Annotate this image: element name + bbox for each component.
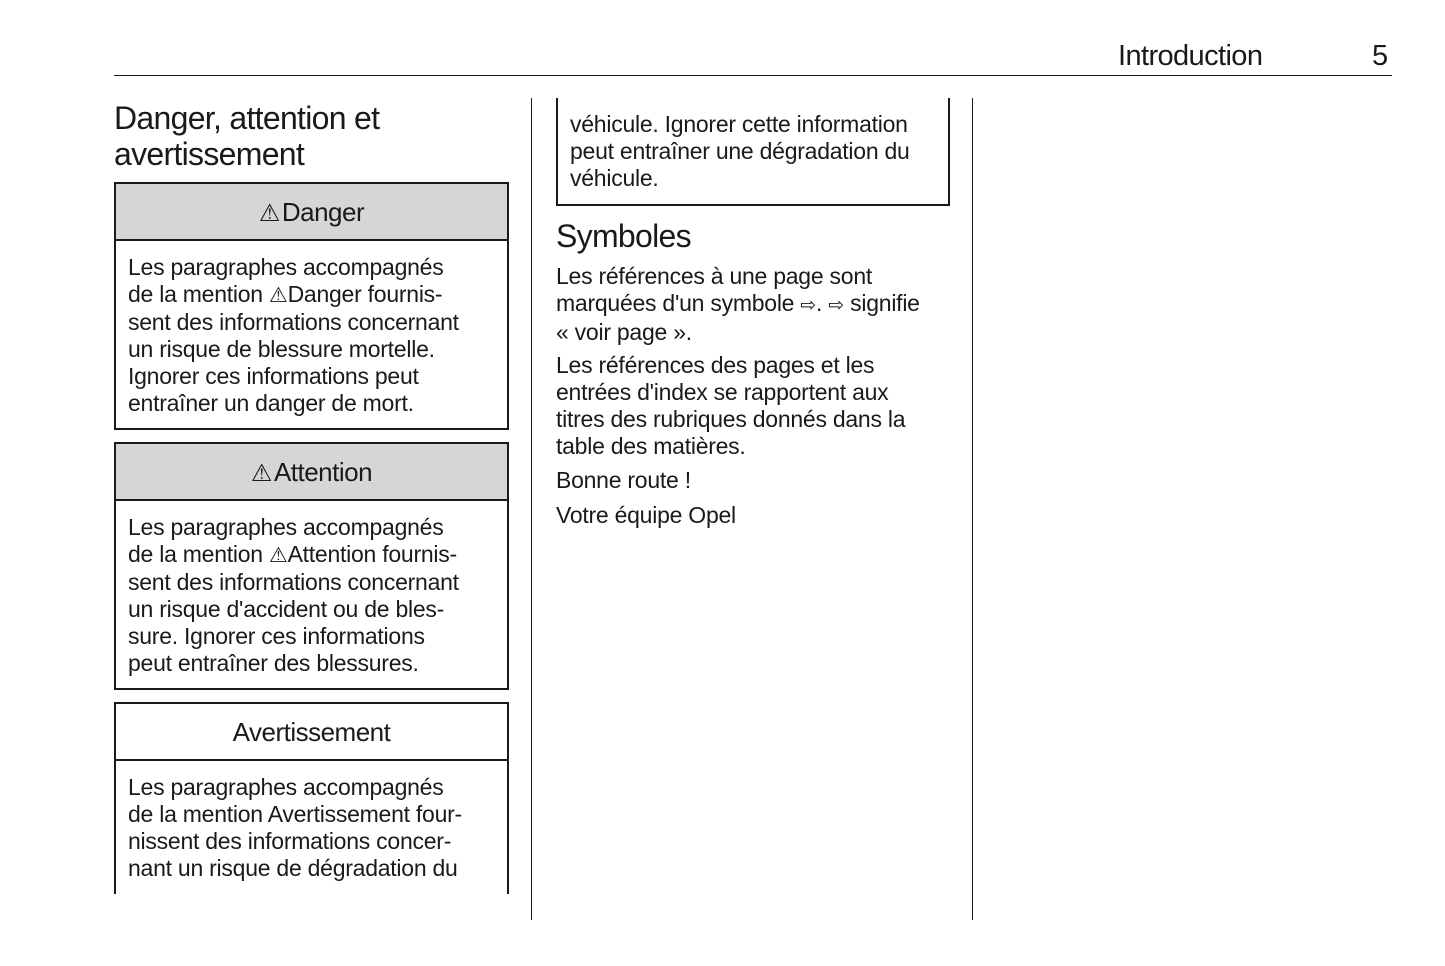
attention-heading-label: Attention bbox=[273, 457, 373, 487]
section-title: Danger, attention et avertissement bbox=[114, 100, 380, 172]
text-line: sent des informations concernant bbox=[128, 569, 459, 595]
text-fragment: marquées d'un symbole bbox=[556, 290, 801, 316]
text-line: entraîner un danger de mort. bbox=[128, 390, 414, 416]
page-reference-arrow-icon: ⇨ bbox=[800, 295, 817, 316]
symbols-paragraph-2 bbox=[556, 352, 966, 460]
avertissement-heading-label: Avertissement bbox=[232, 717, 391, 747]
text-line bbox=[128, 801, 495, 828]
text-fragment: fournis- bbox=[376, 541, 457, 567]
header-rule bbox=[114, 75, 1392, 76]
text-fragment: de la mention bbox=[128, 281, 269, 307]
text-line: titres des rubriques donnés dans la bbox=[556, 406, 906, 432]
column-divider-left bbox=[531, 98, 532, 920]
text-line: un risque d'accident ou de bles- bbox=[128, 596, 445, 622]
text-line bbox=[556, 290, 966, 319]
text-line: « voir page ». bbox=[556, 319, 692, 345]
text-line: entrées d'index se rapportent aux bbox=[556, 379, 889, 405]
text-line: nissent des informations concer- bbox=[128, 828, 452, 854]
symbols-paragraph-1 bbox=[556, 263, 966, 346]
text-line: peut entraîner des blessures. bbox=[128, 650, 419, 676]
running-header-title: Introduction bbox=[1118, 40, 1263, 72]
attention-notice-heading bbox=[116, 444, 507, 501]
column-divider-right bbox=[972, 98, 973, 920]
text-line: Ignorer ces informations peut bbox=[128, 363, 419, 389]
page-reference-arrow-icon: ⇨ bbox=[828, 295, 844, 316]
text-fragment: fournis- bbox=[361, 281, 443, 307]
text-line: véhicule. bbox=[570, 165, 659, 191]
text-line: sure. Ignorer ces informations bbox=[128, 623, 425, 649]
text-line: nant un risque de dégradation du bbox=[128, 855, 458, 881]
danger-notice-heading bbox=[116, 184, 507, 241]
attention-notice-text bbox=[116, 501, 507, 677]
text-fragment: four- bbox=[409, 801, 462, 827]
symbols-title: Symboles bbox=[556, 218, 691, 254]
closing-signature: Votre équipe Opel bbox=[556, 502, 736, 528]
closing-greeting: Bonne route ! bbox=[556, 467, 691, 493]
avertissement-notice-continued bbox=[556, 98, 950, 206]
warning-triangle-icon: ⚠ bbox=[268, 284, 288, 307]
text-line: Les paragraphes accompagnés bbox=[128, 514, 444, 540]
page-number: 5 bbox=[1372, 40, 1389, 72]
text-fragment: . bbox=[816, 290, 829, 316]
avertissement-notice-box bbox=[114, 702, 509, 894]
avertissement-notice-heading bbox=[116, 704, 507, 761]
text-line bbox=[128, 541, 495, 569]
text-line: Les paragraphes accompagnés bbox=[128, 254, 444, 280]
attention-notice-box bbox=[114, 442, 509, 690]
text-line: sent des informations concernant bbox=[128, 309, 459, 335]
text-fragment: signifie bbox=[843, 290, 920, 316]
danger-notice-box bbox=[114, 182, 509, 430]
text-fragment: de la mention bbox=[128, 801, 268, 827]
danger-term: Danger bbox=[287, 281, 362, 307]
danger-heading-label: Danger bbox=[281, 197, 365, 227]
text-line: Les références des pages et les bbox=[556, 352, 875, 378]
text-fragment: de la mention bbox=[128, 541, 269, 567]
warning-triangle-icon: ⚠ bbox=[250, 460, 272, 487]
warning-triangle-icon: ⚠ bbox=[258, 200, 280, 227]
text-line: Les paragraphes accompagnés bbox=[128, 774, 444, 800]
avertissement-term: Avertissement bbox=[267, 801, 410, 827]
text-line: table des matières. bbox=[556, 433, 746, 459]
text-line: véhicule. Ignorer cette information bbox=[570, 111, 908, 137]
text-line bbox=[128, 281, 495, 309]
attention-term: Attention bbox=[287, 541, 377, 567]
warning-triangle-icon: ⚠ bbox=[268, 544, 288, 567]
text-line: un risque de blessure mortelle. bbox=[128, 336, 435, 362]
text-line: peut entraîner une dégradation du bbox=[570, 138, 910, 164]
text-line: Les références à une page sont bbox=[556, 263, 873, 289]
danger-notice-text bbox=[116, 241, 507, 417]
avertissement-notice-text bbox=[116, 761, 507, 882]
